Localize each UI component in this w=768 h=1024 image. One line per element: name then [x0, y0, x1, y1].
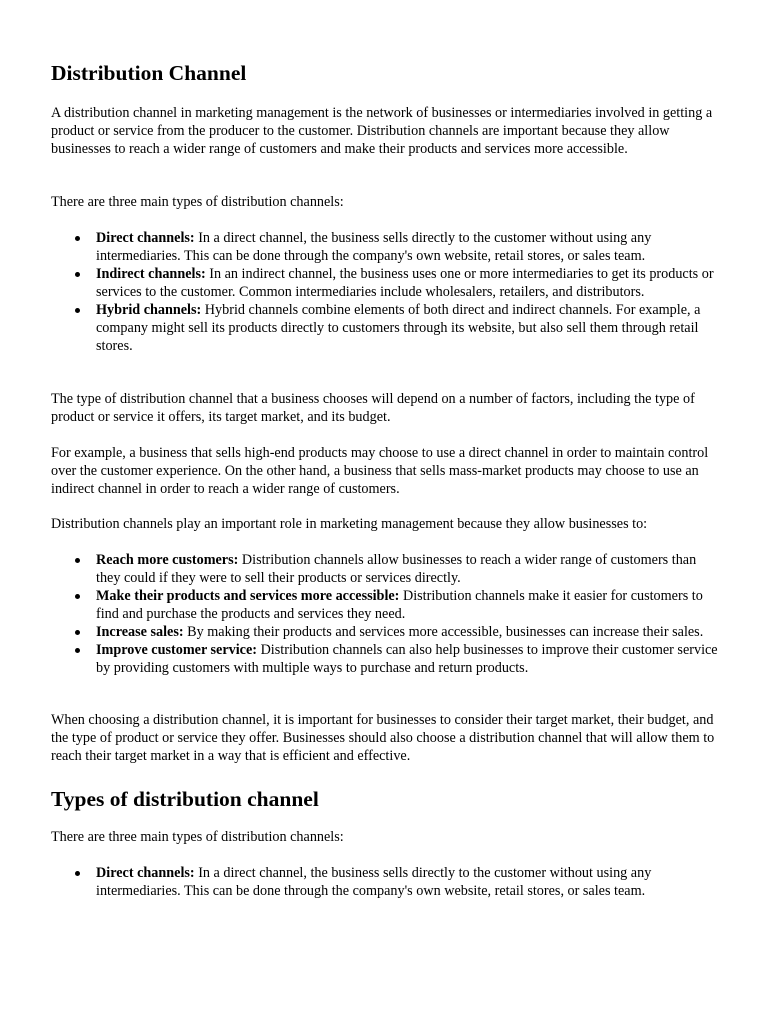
- section-heading: Types of distribution channel: [51, 787, 319, 811]
- list-item-term: Improve customer service:: [96, 642, 258, 658]
- list-item-description: In a direct channel, the business sells directly to the customer without using any intermediaries. This can be done through the company's own website, retail stores, or sales team.: [96, 230, 652, 264]
- benefits-list: [51, 551, 724, 677]
- list-item-description: By making their products and services more accessible, businesses can increase their sales.: [187, 624, 704, 640]
- section-lead-paragraph: There are three main types of distribution channels:: [51, 829, 344, 845]
- example-paragraph: For example, a business that sells high-end products may choose to use a direct channel in order to maintain control over the customer experience. On the other hand, a business that sells mass-market products may choose to use an indirect channel in order to reach a wider range of customers.: [51, 445, 709, 497]
- list-item-description: Distribution channels can also help businesses to improve their customer service by providing customers with multiple ways to purchase and return products.: [96, 642, 718, 676]
- list-item: [96, 623, 724, 641]
- list-item-term: Direct channels:: [96, 230, 195, 246]
- list-item-term: Indirect channels:: [96, 266, 206, 282]
- list-item: [96, 265, 724, 301]
- list-item-term: Hybrid channels:: [96, 302, 202, 318]
- section-types-list: [51, 864, 724, 900]
- list-item: [96, 864, 724, 900]
- page-title: Distribution Channel: [51, 61, 247, 85]
- list-item-description: Distribution channels make it easier for customers to find and purchase the products and services they need.: [96, 588, 703, 622]
- list-item: [96, 229, 724, 265]
- list-item-description: In a direct channel, the business sells directly to the customer without using any intermediaries. This can be done through the company's own website, retail stores, or sales team.: [96, 865, 652, 899]
- intro-paragraph: A distribution channel in marketing management is the network of businesses or intermediaries involved in getting a product or service from the producer to the customer. Distribution channels are important because they allow businesses to reach a wider range of customers and make their products and services more accessible.: [51, 105, 713, 157]
- channel-types-list: [51, 229, 724, 355]
- list-item-term: Reach more customers:: [96, 552, 239, 568]
- list-item-description: In an indirect channel, the business uses one or more intermediaries to get its products or services to the customer. Common intermediaries include wholesalers, retailers, and distributors.: [96, 266, 714, 300]
- list-item: [96, 301, 724, 355]
- list-item: [96, 587, 724, 623]
- role-lead-paragraph: Distribution channels play an important role in marketing management because they allow businesses to:: [51, 516, 648, 532]
- list-item-term: Make their products and services more accessible:: [96, 588, 400, 604]
- list-item-term: Direct channels:: [96, 865, 195, 881]
- list-item-description: Distribution channels allow businesses to reach a wider range of customers than they could if they were to sell their products or services directly.: [96, 552, 697, 586]
- list-item-description: Hybrid channels combine elements of both direct and indirect channels. For example, a company might sell its products directly to customers through its website, but also sell them through retail stores.: [96, 302, 701, 354]
- list-item: [96, 641, 724, 677]
- types-lead-paragraph: There are three main types of distribution channels:: [51, 194, 344, 210]
- choosing-paragraph: When choosing a distribution channel, it is important for businesses to consider their target market, their budget, and the type of product or service they offer. Businesses should also choose a distribution channel that will allow them to reach their target market in a way that is efficient and effective.: [51, 712, 715, 764]
- factors-paragraph: The type of distribution channel that a business chooses will depend on a number of factors, including the type of product or service it offers, its target market, and its budget.: [51, 391, 695, 425]
- list-item-term: Increase sales:: [96, 624, 184, 640]
- list-item: [96, 551, 724, 587]
